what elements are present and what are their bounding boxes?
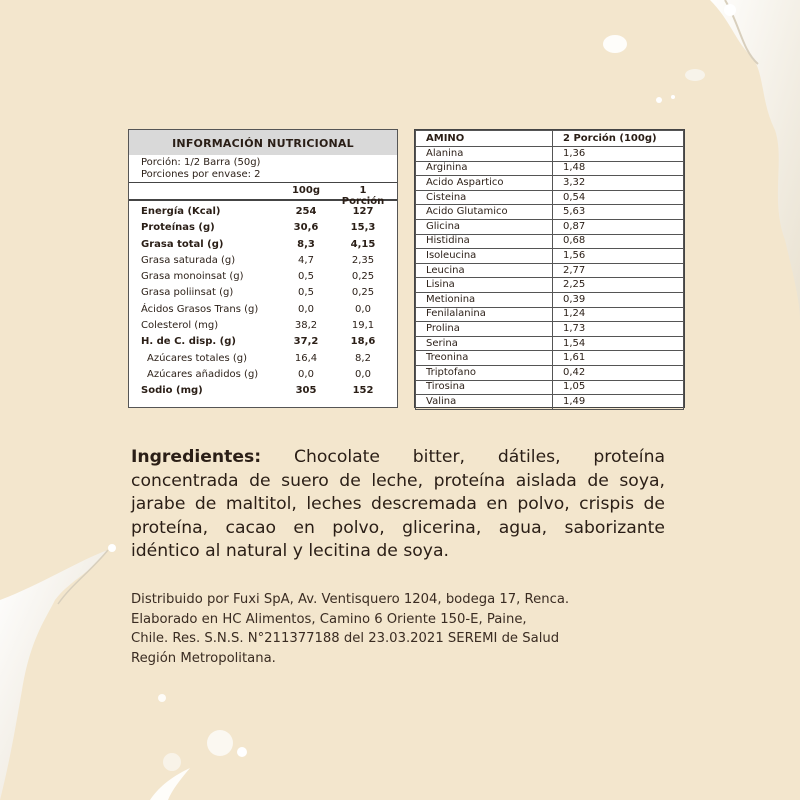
amino-value: 1,36 xyxy=(553,147,684,162)
amino-row xyxy=(416,380,684,395)
nutrient-label: Azúcares añadidos (g) xyxy=(147,368,259,380)
distribution-line-2: Elaborado en HC Alimentos, Camino 6 Oriente 150-E, Paine, xyxy=(131,611,527,627)
nutrition-row xyxy=(129,367,397,383)
nutrient-label: Azúcares totales (g) xyxy=(147,352,248,364)
nutrition-row xyxy=(129,334,397,350)
distribution-line-1: Distribuido por Fuxi SpA, Av. Ventisquero 1204, bodega 17, Renca. xyxy=(131,592,570,607)
value-100g: 8,3 xyxy=(297,238,315,250)
amino-name: Valina xyxy=(416,395,553,410)
amino-row xyxy=(416,336,684,351)
serving-size: Porción: 1/2 Barra (50g) xyxy=(141,157,261,168)
nutrient-label: Sodio (mg) xyxy=(141,385,203,397)
value-portion: 2,35 xyxy=(351,254,375,266)
value-100g: 16,4 xyxy=(294,352,318,364)
amino-value: 5,63 xyxy=(553,205,684,220)
amino-rows xyxy=(416,147,684,410)
nutrient-label: Proteínas (g) xyxy=(141,222,215,234)
amino-value: 1,49 xyxy=(553,395,684,410)
value-portion: 0,0 xyxy=(355,303,371,315)
value-100g: 30,6 xyxy=(293,222,319,234)
nutrient-label: Grasa total (g) xyxy=(141,238,224,250)
nutrition-serving-info xyxy=(129,155,397,181)
value-100g: 254 xyxy=(295,206,317,217)
amino-value: 2,77 xyxy=(553,263,684,278)
nutrient-label: Grasa poliinsat (g) xyxy=(141,287,234,299)
amino-value: 1,05 xyxy=(553,380,684,395)
value-portion: 4,15 xyxy=(350,238,376,250)
nutrition-row xyxy=(129,237,397,253)
amino-name: Serina xyxy=(416,336,553,351)
nutrient-label: H. de C. disp. (g) xyxy=(141,336,236,348)
value-portion: 0,0 xyxy=(355,368,371,380)
amino-name: Triptofano xyxy=(416,365,553,380)
amino-value: 0,68 xyxy=(553,234,684,249)
nutrient-label: Energía (Kcal) xyxy=(141,206,221,217)
amino-row xyxy=(416,147,684,162)
distribution-line-4: Región Metropolitana. xyxy=(131,650,276,666)
amino-value: 1,48 xyxy=(553,161,684,176)
amino-name: Metionina xyxy=(416,292,553,307)
amino-row xyxy=(416,365,684,380)
value-portion: 18,6 xyxy=(350,336,376,348)
nutrition-rows xyxy=(129,201,397,400)
nutrient-label: Grasa saturada (g) xyxy=(141,254,236,266)
nutrition-row xyxy=(129,302,397,318)
amino-value: 2,25 xyxy=(553,278,684,293)
value-portion: 127 xyxy=(352,206,374,217)
value-100g: 4,7 xyxy=(298,254,314,266)
distribution-info xyxy=(131,590,671,668)
ingredients-text: Chocolate bitter, dátiles, proteína concentrada de suero de leche, proteína aislada de soya, jarabe de maltitol, leches descremada en polvo, crispis de proteína, cacao en polvo, glicerina, agua, saborizante idéntico al natural y lecitina de soya. xyxy=(131,447,665,561)
amino-name: Fenilalanina xyxy=(416,307,553,322)
nutrition-row xyxy=(129,204,397,220)
nutrition-facts-table xyxy=(128,129,398,408)
nutrition-row xyxy=(129,220,397,236)
amino-row xyxy=(416,263,684,278)
amino-acid-table xyxy=(414,129,685,408)
amino-row xyxy=(416,322,684,337)
value-100g: 37,2 xyxy=(293,336,319,348)
amino-row xyxy=(416,307,684,322)
nutrition-row xyxy=(129,269,397,285)
amino-column-name: AMINO xyxy=(416,131,553,147)
amino-name: Prolina xyxy=(416,322,553,337)
amino-row xyxy=(416,219,684,234)
value-100g: 0,5 xyxy=(298,287,314,299)
amino-value: 0,39 xyxy=(553,292,684,307)
amino-name: Treonina xyxy=(416,351,553,366)
value-100g: 38,2 xyxy=(294,320,318,332)
amino-row xyxy=(416,234,684,249)
value-100g: 305 xyxy=(295,385,317,397)
amino-name: Acido Aspartico xyxy=(416,176,553,191)
amino-name: Isoleucina xyxy=(416,249,553,264)
amino-row xyxy=(416,351,684,366)
value-portion: 0,25 xyxy=(351,271,375,283)
amino-name: Tirosina xyxy=(416,380,553,395)
value-portion: 19,1 xyxy=(351,320,375,332)
amino-row xyxy=(416,249,684,264)
amino-row xyxy=(416,278,684,293)
amino-name: Acido Glutamico xyxy=(416,205,553,220)
amino-row xyxy=(416,292,684,307)
amino-header-row xyxy=(416,131,684,147)
amino-value: 1,73 xyxy=(553,322,684,337)
amino-name: Leucina xyxy=(416,263,553,278)
servings-per-container: Porciones por envase: 2 xyxy=(141,169,261,180)
column-portion: 1 Porción xyxy=(341,185,385,207)
value-100g: 0,0 xyxy=(298,368,314,380)
ingredients-paragraph xyxy=(131,446,665,564)
amino-row xyxy=(416,395,684,410)
value-100g: 0,5 xyxy=(298,271,314,283)
amino-value: 3,32 xyxy=(553,176,684,191)
amino-value: 1,61 xyxy=(553,351,684,366)
nutrition-row xyxy=(129,383,397,399)
distribution-line-3: Chile. Res. S.N.S. N°211377188 del 23.03.2021 SEREMI de Salud xyxy=(131,631,560,646)
milk-droplets-bottom xyxy=(150,690,310,800)
amino-value: 0,87 xyxy=(553,219,684,234)
nutrition-row xyxy=(129,253,397,269)
nutrition-row xyxy=(129,318,397,334)
milk-splash-bottom-left xyxy=(0,540,140,800)
amino-name: Cisteina xyxy=(416,190,553,205)
amino-name: Arginina xyxy=(416,161,553,176)
amino-value: 1,56 xyxy=(553,249,684,264)
nutrition-title: INFORMACIÓN NUTRICIONAL xyxy=(129,130,397,155)
amino-value: 1,54 xyxy=(553,336,684,351)
nutrient-label: Colesterol (mg) xyxy=(141,320,219,332)
amino-value: 0,42 xyxy=(553,365,684,380)
nutrition-row xyxy=(129,351,397,367)
amino-column-value: 2 Porción (100g) xyxy=(553,131,684,147)
ingredients-label: Ingredientes: xyxy=(131,447,262,467)
amino-name: Glicina xyxy=(416,219,553,234)
amino-value: 0,54 xyxy=(553,190,684,205)
amino-value: 1,24 xyxy=(553,307,684,322)
nutrition-row xyxy=(129,285,397,301)
nutrient-label: Grasa monoinsat (g) xyxy=(141,271,244,283)
value-portion: 8,2 xyxy=(355,352,371,364)
amino-name: Lisina xyxy=(416,278,553,293)
amino-name: Histidina xyxy=(416,234,553,249)
amino-row xyxy=(416,190,684,205)
amino-name: Alanina xyxy=(416,147,553,162)
amino-row xyxy=(416,161,684,176)
amino-row xyxy=(416,205,684,220)
amino-row xyxy=(416,176,684,191)
nutrient-label: Ácidos Grasos Trans (g) xyxy=(141,303,259,315)
value-100g: 0,0 xyxy=(298,303,314,315)
amino-table xyxy=(415,130,684,410)
value-portion: 0,25 xyxy=(351,287,375,299)
column-100g: 100g xyxy=(291,185,321,196)
value-portion: 152 xyxy=(352,385,374,397)
value-portion: 15,3 xyxy=(350,222,376,234)
nutrition-column-headers xyxy=(129,182,397,207)
